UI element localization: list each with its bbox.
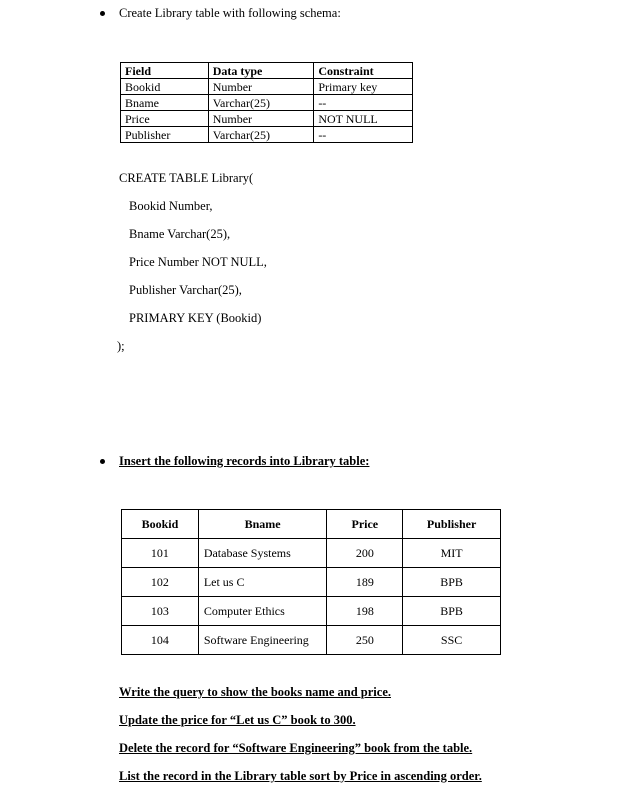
table-row xyxy=(122,626,501,655)
schema-cell: -- xyxy=(314,127,413,143)
record-cell: Computer Ethics xyxy=(198,597,327,626)
section1-heading: Create Library table with following schema: xyxy=(119,6,341,20)
task-item: List the record in the Library table sort by Price in ascending order. xyxy=(119,769,482,783)
schema-header-row xyxy=(121,63,413,79)
record-cell: Database Systems xyxy=(198,539,327,568)
schema-cell: Bname xyxy=(121,95,209,111)
table-row xyxy=(121,95,413,111)
task-item: Update the price for “Let us C” book to 300. xyxy=(119,713,356,727)
schema-cell: Price xyxy=(121,111,209,127)
task-item: Write the query to show the books name and price. xyxy=(119,685,391,699)
table-row xyxy=(121,127,413,143)
schema-cell: Number xyxy=(208,111,314,127)
table-row xyxy=(121,111,413,127)
record-cell: 101 xyxy=(122,539,199,568)
schema-cell: -- xyxy=(314,95,413,111)
schema-header-cell: Constraint xyxy=(314,63,413,79)
records-header-cell: Publisher xyxy=(403,510,501,539)
schema-cell: Primary key xyxy=(314,79,413,95)
table-row xyxy=(122,568,501,597)
bullet-icon xyxy=(100,459,105,464)
table-row xyxy=(122,539,501,568)
record-cell: BPB xyxy=(403,568,501,597)
schema-cell: Varchar(25) xyxy=(208,95,314,111)
schema-header-cell: Field xyxy=(121,63,209,79)
schema-cell: NOT NULL xyxy=(314,111,413,127)
records-header-cell: Bookid xyxy=(122,510,199,539)
schema-cell: Varchar(25) xyxy=(208,127,314,143)
sql-line: Price Number NOT NULL, xyxy=(129,255,267,269)
schema-header-cell: Data type xyxy=(208,63,314,79)
record-cell: 103 xyxy=(122,597,199,626)
sql-line: Bookid Number, xyxy=(129,199,213,213)
record-cell: 250 xyxy=(327,626,403,655)
record-cell: Let us C xyxy=(198,568,327,597)
record-cell: SSC xyxy=(403,626,501,655)
record-cell: BPB xyxy=(403,597,501,626)
schema-cell: Bookid xyxy=(121,79,209,95)
record-cell: 104 xyxy=(122,626,199,655)
records-header-cell: Bname xyxy=(198,510,327,539)
schema-table xyxy=(120,62,413,143)
table-row xyxy=(122,597,501,626)
sql-line: ); xyxy=(117,339,125,353)
record-cell: 189 xyxy=(327,568,403,597)
sql-line: Bname Varchar(25), xyxy=(129,227,231,241)
record-cell: 200 xyxy=(327,539,403,568)
sql-line: CREATE TABLE Library( xyxy=(119,171,254,185)
sql-line: PRIMARY KEY (Bookid) xyxy=(129,311,262,325)
records-header-cell: Price xyxy=(327,510,403,539)
records-header-row xyxy=(122,510,501,539)
schema-cell: Publisher xyxy=(121,127,209,143)
sql-line: Publisher Varchar(25), xyxy=(129,283,242,297)
table-row xyxy=(121,79,413,95)
section2-heading: Insert the following records into Library table: xyxy=(119,454,370,468)
record-cell: 198 xyxy=(327,597,403,626)
records-table xyxy=(121,509,501,655)
schema-cell: Number xyxy=(208,79,314,95)
bullet-icon xyxy=(100,11,105,16)
record-cell: 102 xyxy=(122,568,199,597)
task-item: Delete the record for “Software Engineering” book from the table. xyxy=(119,741,473,755)
record-cell: Software Engineering xyxy=(198,626,327,655)
record-cell: MIT xyxy=(403,539,501,568)
